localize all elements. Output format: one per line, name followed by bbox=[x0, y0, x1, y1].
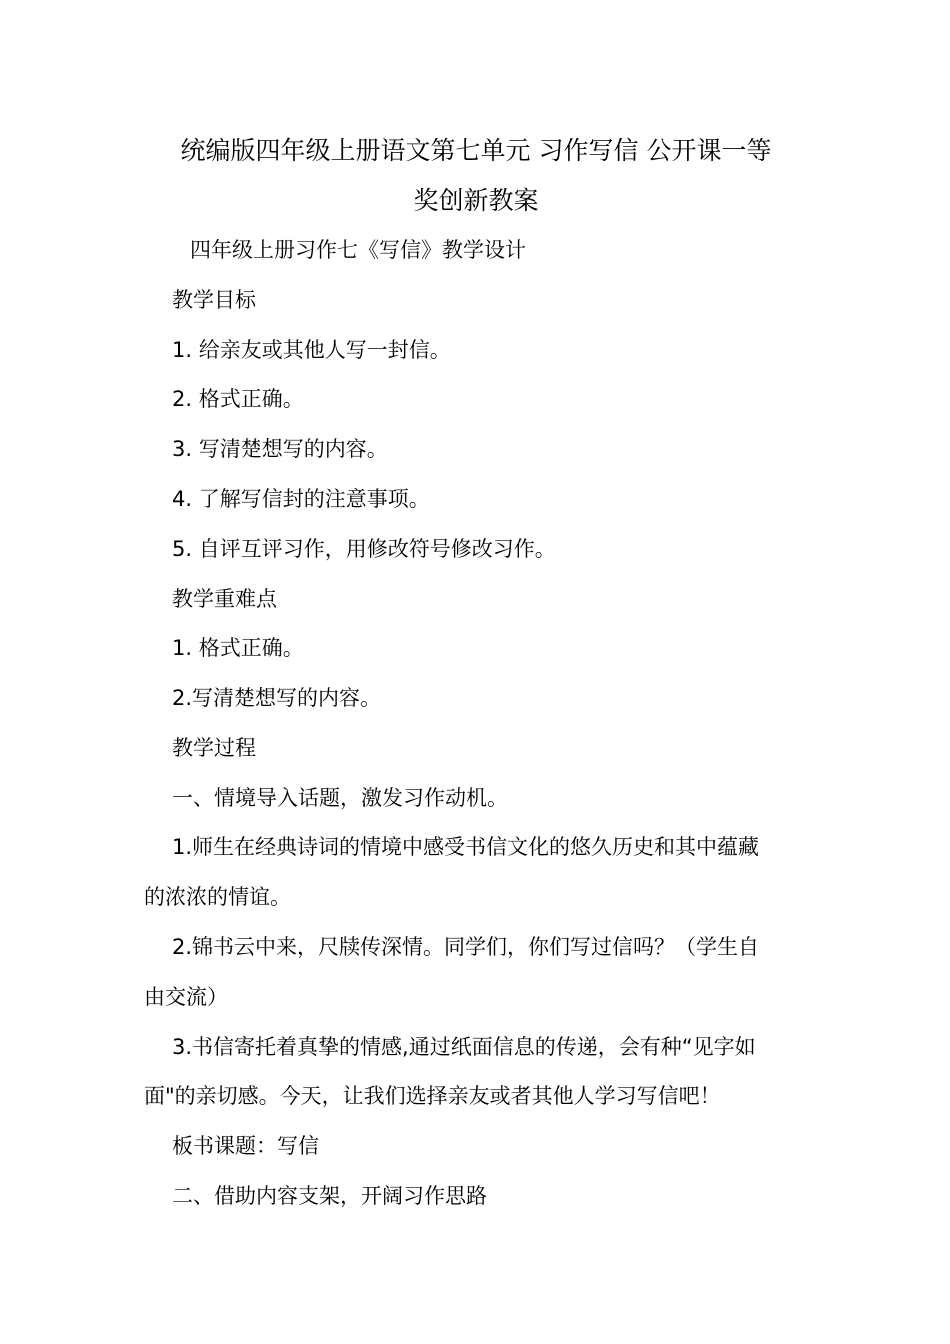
paragraph-3-line-1: 3.书信寄托着真挚的情感,通过纸面信息的传递，会有种“见字如 bbox=[172, 1035, 756, 1059]
paragraph-1-line-1: 1.师生在经典诗词的情境中感受书信文化的悠久历史和其中蕴藏 bbox=[172, 835, 760, 859]
paragraph-2-line-1: 2.锦书云中来，尺牍传深情。同学们，你们写过信吗？（学生自 bbox=[172, 935, 760, 959]
section-2-heading: 二、借助内容支架，开阔习作思路 bbox=[172, 1184, 487, 1208]
paragraph-1-line-2: 的浓浓的情谊。 bbox=[144, 885, 291, 909]
objective-item-5: 5. 自评互评习作，用修改符号修改习作。 bbox=[172, 537, 556, 561]
key-point-item-1: 1. 格式正确。 bbox=[172, 636, 304, 660]
objective-item-1: 1. 给亲友或其他人写一封信。 bbox=[172, 338, 451, 362]
objectives-heading: 教学目标 bbox=[172, 288, 256, 312]
section-1-heading: 一、情境导入话题，激发习作动机。 bbox=[172, 786, 508, 810]
paragraph-2-line-2: 由交流） bbox=[144, 985, 228, 1009]
objective-item-3: 3. 写清楚想写的内容。 bbox=[172, 437, 388, 461]
paragraph-3-line-2: 面"的亲切感。今天，让我们选择亲友或者其他人学习写信吧！ bbox=[144, 1084, 721, 1108]
document-title-line-1: 统编版四年级上册语文第七单元 习作写信 公开课一等 bbox=[180, 136, 772, 165]
objective-item-2: 2. 格式正确。 bbox=[172, 387, 304, 411]
document-title-line-2: 奖创新教案 bbox=[413, 186, 539, 215]
document-subtitle: 四年级上册习作七《写信》教学设计 bbox=[190, 238, 526, 262]
objective-item-4: 4. 了解写信封的注意事项。 bbox=[172, 487, 430, 511]
board-title: 板书课题：写信 bbox=[172, 1134, 319, 1158]
key-points-heading: 教学重难点 bbox=[172, 587, 277, 611]
process-heading: 教学过程 bbox=[172, 736, 256, 760]
key-point-item-2: 2.写清楚想写的内容。 bbox=[172, 686, 382, 710]
